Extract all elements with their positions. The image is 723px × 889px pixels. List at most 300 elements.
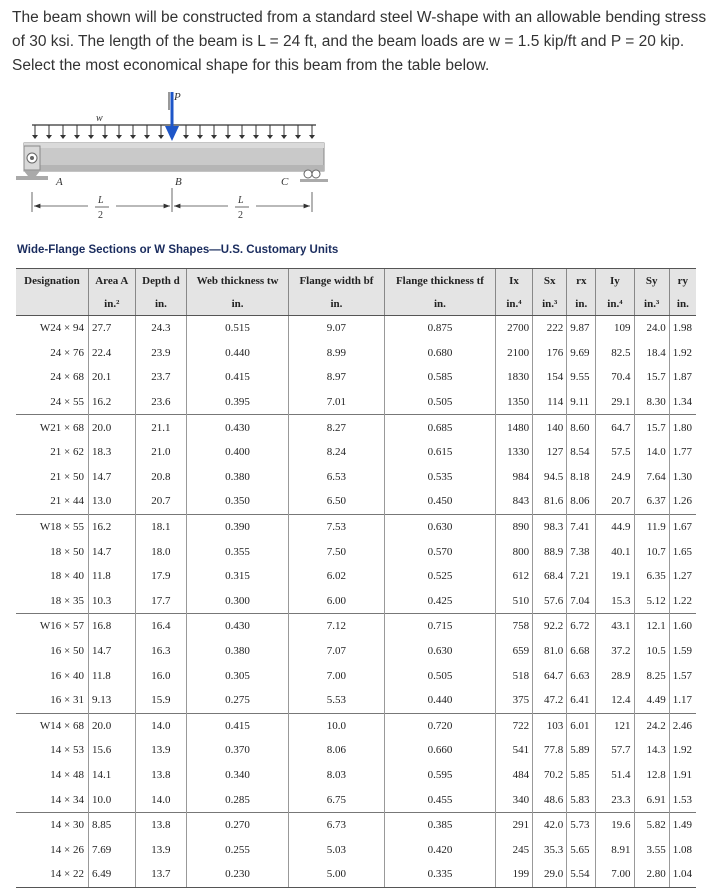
value-cell: 12.1 — [634, 614, 669, 639]
value-cell: 14.0 — [135, 787, 187, 812]
dim-L-left: L — [98, 195, 104, 206]
value-cell: 13.9 — [135, 738, 187, 763]
units-row — [16, 293, 696, 316]
dimension-lines — [32, 188, 312, 212]
value-cell: 28.9 — [596, 663, 634, 688]
value-cell: 7.69 — [88, 837, 135, 862]
value-cell: 0.305 — [187, 663, 288, 688]
value-cell: 21.1 — [135, 415, 187, 440]
value-cell: 16.2 — [88, 390, 135, 415]
value-cell: 16.4 — [135, 614, 187, 639]
unit-header: in.² — [88, 293, 135, 316]
value-cell: 7.41 — [567, 514, 596, 539]
value-cell: 0.515 — [187, 316, 288, 341]
value-cell: 7.50 — [288, 539, 384, 564]
value-cell: 8.24 — [288, 440, 384, 465]
table-row — [16, 341, 696, 366]
value-cell: 24.0 — [634, 316, 669, 341]
label-B: B — [175, 176, 182, 188]
value-cell: 29.0 — [533, 862, 567, 887]
value-cell: 5.82 — [634, 812, 669, 837]
value-cell: 47.2 — [533, 688, 567, 713]
designation-cell: 18 × 40 — [50, 570, 84, 583]
value-cell: 19.6 — [596, 812, 634, 837]
value-cell: 35.3 — [533, 837, 567, 862]
value-cell: 40.1 — [596, 539, 634, 564]
value-cell: 8.06 — [288, 738, 384, 763]
value-cell: 1.92 — [669, 341, 696, 366]
designation-cell: 24 × 76 — [50, 346, 84, 359]
value-cell: 1.67 — [669, 514, 696, 539]
value-cell: 140 — [533, 415, 567, 440]
designation-cell: W24 × 94 — [39, 322, 84, 335]
value-cell: 612 — [495, 564, 532, 589]
value-cell: 0.335 — [385, 862, 496, 887]
table-row — [16, 614, 696, 639]
value-cell: 9.07 — [288, 316, 384, 341]
value-cell: 245 — [495, 837, 532, 862]
value-cell: 8.99 — [288, 341, 384, 366]
value-cell: 0.630 — [385, 639, 496, 664]
value-cell: 6.41 — [567, 688, 596, 713]
value-cell: 0.680 — [385, 341, 496, 366]
value-cell: 1.80 — [669, 415, 696, 440]
table-row — [16, 390, 696, 415]
value-cell: 8.30 — [634, 390, 669, 415]
value-cell: 121 — [596, 713, 634, 738]
value-cell: 21.0 — [135, 440, 187, 465]
table-row — [16, 365, 696, 390]
value-cell: 24.3 — [135, 316, 187, 341]
value-cell: 0.355 — [187, 539, 288, 564]
label-C: C — [281, 176, 289, 188]
roller-support-C — [300, 170, 328, 182]
designation-cell: 21 × 62 — [50, 446, 84, 459]
table-row — [16, 663, 696, 688]
value-cell: 16.8 — [88, 614, 135, 639]
table-row — [16, 440, 696, 465]
value-cell: 0.390 — [187, 514, 288, 539]
value-cell: 51.4 — [596, 763, 634, 788]
value-cell: 0.720 — [385, 713, 496, 738]
value-cell: 1.91 — [669, 763, 696, 788]
table-row — [16, 564, 696, 589]
unit-header: in. — [567, 293, 596, 316]
designation-cell: 18 × 50 — [50, 545, 84, 558]
designation-cell: W14 × 68 — [16, 713, 88, 738]
value-cell: 6.72 — [567, 614, 596, 639]
value-cell: 800 — [495, 539, 532, 564]
value-cell: 0.660 — [385, 738, 496, 763]
value-cell: 5.83 — [567, 787, 596, 812]
value-cell: 23.9 — [135, 341, 187, 366]
value-cell: 15.7 — [634, 415, 669, 440]
value-cell: 18.3 — [88, 440, 135, 465]
value-cell: 0.875 — [385, 316, 496, 341]
value-cell: 0.270 — [187, 812, 288, 837]
value-cell: 0.585 — [385, 365, 496, 390]
value-cell: 8.03 — [288, 763, 384, 788]
value-cell: 5.73 — [567, 812, 596, 837]
value-cell: 20.7 — [135, 489, 187, 514]
value-cell: 27.7 — [88, 316, 135, 341]
value-cell: 340 — [495, 787, 532, 812]
value-cell: 1.77 — [669, 440, 696, 465]
value-cell: 18.1 — [135, 514, 187, 539]
value-cell: 7.00 — [288, 663, 384, 688]
value-cell: 10.7 — [634, 539, 669, 564]
value-cell: 12.4 — [596, 688, 634, 713]
value-cell: 2700 — [495, 316, 532, 341]
value-cell: 5.00 — [288, 862, 384, 887]
label-P: P — [174, 91, 181, 103]
value-cell: 23.3 — [596, 787, 634, 812]
value-cell: 0.340 — [187, 763, 288, 788]
value-cell: 17.7 — [135, 589, 187, 614]
value-cell: 11.8 — [88, 564, 135, 589]
table-row — [16, 514, 696, 539]
value-cell: 6.01 — [567, 713, 596, 738]
value-cell: 0.570 — [385, 539, 496, 564]
value-cell: 0.370 — [187, 738, 288, 763]
value-cell: 0.275 — [187, 688, 288, 713]
column-header: Area A — [88, 269, 135, 294]
table-row — [16, 539, 696, 564]
table-row — [16, 465, 696, 490]
value-cell: 43.1 — [596, 614, 634, 639]
value-cell: 0.505 — [385, 663, 496, 688]
value-cell: 1330 — [495, 440, 532, 465]
value-cell: 2.80 — [634, 862, 669, 887]
designation-cell: 16 × 31 — [50, 694, 84, 707]
value-cell: 8.91 — [596, 837, 634, 862]
value-cell: 10.0 — [88, 787, 135, 812]
column-header: ry — [669, 269, 696, 294]
value-cell: 5.54 — [567, 862, 596, 887]
unit-header: in. — [135, 293, 187, 316]
table-row — [16, 738, 696, 763]
column-header: Sy — [634, 269, 669, 294]
value-cell: 1350 — [495, 390, 532, 415]
value-cell: 2100 — [495, 341, 532, 366]
value-cell: 1.65 — [669, 539, 696, 564]
designation-cell: 14 × 30 — [16, 812, 88, 837]
table-row — [16, 812, 696, 837]
designation-cell: 21 × 44 — [50, 495, 84, 508]
designation-cell: W21 × 68 — [16, 415, 88, 440]
value-cell: 14.7 — [88, 639, 135, 664]
value-cell: 6.73 — [288, 812, 384, 837]
table-caption: Wide-Flange Sections or W Shapes—U.S. Customary Units — [17, 244, 339, 256]
value-cell: 510 — [495, 589, 532, 614]
table-row — [16, 763, 696, 788]
value-cell: 0.425 — [385, 589, 496, 614]
value-cell: 12.8 — [634, 763, 669, 788]
value-cell: 0.525 — [385, 564, 496, 589]
value-cell: 6.00 — [288, 589, 384, 614]
value-cell: 11.8 — [88, 663, 135, 688]
value-cell: 0.315 — [187, 564, 288, 589]
value-cell: 6.53 — [288, 465, 384, 490]
value-cell: 5.53 — [288, 688, 384, 713]
value-cell: 984 — [495, 465, 532, 490]
value-cell: 7.53 — [288, 514, 384, 539]
value-cell: 9.87 — [567, 316, 596, 341]
value-cell: 7.00 — [596, 862, 634, 887]
value-cell: 13.8 — [135, 763, 187, 788]
value-cell: 1.49 — [669, 812, 696, 837]
value-cell: 0.535 — [385, 465, 496, 490]
value-cell: 10.0 — [288, 713, 384, 738]
value-cell: 0.440 — [385, 688, 496, 713]
designation-cell: 16 × 50 — [50, 645, 84, 658]
value-cell: 0.450 — [385, 489, 496, 514]
value-cell: 291 — [495, 812, 532, 837]
value-cell: 127 — [533, 440, 567, 465]
value-cell: 0.380 — [187, 639, 288, 664]
value-cell: 19.1 — [596, 564, 634, 589]
value-cell: 57.6 — [533, 589, 567, 614]
value-cell: 0.420 — [385, 837, 496, 862]
value-cell: 0.350 — [187, 489, 288, 514]
value-cell: 0.430 — [187, 415, 288, 440]
table-row — [16, 589, 696, 614]
value-cell: 199 — [495, 862, 532, 887]
value-cell: 8.06 — [567, 489, 596, 514]
label-A: A — [56, 176, 63, 188]
value-cell: 2.46 — [669, 713, 696, 738]
value-cell: 7.04 — [567, 589, 596, 614]
value-cell: 13.7 — [135, 862, 187, 887]
value-cell: 0.685 — [385, 415, 496, 440]
value-cell: 6.35 — [634, 564, 669, 589]
value-cell: 1.53 — [669, 787, 696, 812]
unit-header: in.³ — [533, 293, 567, 316]
value-cell: 15.9 — [135, 688, 187, 713]
column-header: Designation — [16, 269, 88, 294]
value-cell: 5.85 — [567, 763, 596, 788]
value-cell: 518 — [495, 663, 532, 688]
value-cell: 1.60 — [669, 614, 696, 639]
value-cell: 16.2 — [88, 514, 135, 539]
value-cell: 18.0 — [135, 539, 187, 564]
table-row — [16, 415, 696, 440]
value-cell: 1.08 — [669, 837, 696, 862]
value-cell: 82.5 — [596, 341, 634, 366]
unit-header: in. — [288, 293, 384, 316]
value-cell: 92.2 — [533, 614, 567, 639]
value-cell: 3.55 — [634, 837, 669, 862]
value-cell: 57.7 — [596, 738, 634, 763]
value-cell: 843 — [495, 489, 532, 514]
table-row — [16, 713, 696, 738]
value-cell: 1.57 — [669, 663, 696, 688]
value-cell: 17.9 — [135, 564, 187, 589]
column-header: Iy — [596, 269, 634, 294]
value-cell: 10.5 — [634, 639, 669, 664]
value-cell: 15.3 — [596, 589, 634, 614]
value-cell: 1480 — [495, 415, 532, 440]
value-cell: 13.8 — [135, 812, 187, 837]
value-cell: 6.75 — [288, 787, 384, 812]
unit-header: in.³ — [634, 293, 669, 316]
value-cell: 1830 — [495, 365, 532, 390]
value-cell: 1.87 — [669, 365, 696, 390]
value-cell: 24.9 — [596, 465, 634, 490]
value-cell: 0.415 — [187, 713, 288, 738]
value-cell: 0.300 — [187, 589, 288, 614]
value-cell: 14.1 — [88, 763, 135, 788]
designation-cell: 14 × 26 — [50, 843, 84, 856]
value-cell: 81.6 — [533, 489, 567, 514]
value-cell: 81.0 — [533, 639, 567, 664]
value-cell: 5.89 — [567, 738, 596, 763]
value-cell: 7.07 — [288, 639, 384, 664]
dim-L-right: L — [238, 195, 244, 206]
value-cell: 0.630 — [385, 514, 496, 539]
value-cell: 176 — [533, 341, 567, 366]
value-cell: 11.9 — [634, 514, 669, 539]
value-cell: 0.395 — [187, 390, 288, 415]
value-cell: 7.64 — [634, 465, 669, 490]
value-cell: 24.2 — [634, 713, 669, 738]
problem-statement: The beam shown will be constructed from a standard steel W-shape with an allowable bending stress of 30 ksi. The length of the beam is L = 24 ft, and the beam loads are w = 1.5 kip/ft and P = 20 kip. Select the most economical shape for this beam from the table below. — [12, 9, 707, 74]
value-cell: 94.5 — [533, 465, 567, 490]
designation-cell: 14 × 53 — [50, 744, 84, 757]
value-cell: 22.4 — [88, 341, 135, 366]
value-cell: 16.0 — [135, 663, 187, 688]
value-cell: 9.11 — [567, 390, 596, 415]
value-cell: 0.415 — [187, 365, 288, 390]
value-cell: 98.3 — [533, 514, 567, 539]
dim-2-right: 2 — [238, 210, 243, 221]
unit-header: in.⁴ — [596, 293, 634, 316]
value-cell: 8.97 — [288, 365, 384, 390]
value-cell: 20.0 — [88, 415, 135, 440]
value-cell: 13.0 — [88, 489, 135, 514]
value-cell: 77.8 — [533, 738, 567, 763]
value-cell: 10.3 — [88, 589, 135, 614]
value-cell: 1.98 — [669, 316, 696, 341]
value-cell: 7.12 — [288, 614, 384, 639]
value-cell: 154 — [533, 365, 567, 390]
column-header: rx — [567, 269, 596, 294]
value-cell: 70.2 — [533, 763, 567, 788]
value-cell: 20.1 — [88, 365, 135, 390]
designation-cell: W16 × 57 — [16, 614, 88, 639]
value-cell: 0.400 — [187, 440, 288, 465]
value-cell: 7.01 — [288, 390, 384, 415]
value-cell: 13.9 — [135, 837, 187, 862]
value-cell: 0.230 — [187, 862, 288, 887]
value-cell: 1.34 — [669, 390, 696, 415]
value-cell: 8.27 — [288, 415, 384, 440]
unit-header: in.⁴ — [495, 293, 532, 316]
value-cell: 0.715 — [385, 614, 496, 639]
value-cell: 42.0 — [533, 812, 567, 837]
table-row — [16, 639, 696, 664]
value-cell: 68.4 — [533, 564, 567, 589]
designation-cell: 14 × 34 — [50, 793, 84, 806]
value-cell: 890 — [495, 514, 532, 539]
column-header: Flange thickness tf — [385, 269, 496, 294]
value-cell: 20.7 — [596, 489, 634, 514]
value-cell: 6.02 — [288, 564, 384, 589]
value-cell: 44.9 — [596, 514, 634, 539]
value-cell: 29.1 — [596, 390, 634, 415]
value-cell: 5.03 — [288, 837, 384, 862]
value-cell: 6.91 — [634, 787, 669, 812]
label-w: w — [96, 113, 103, 124]
designation-cell: 21 × 50 — [50, 470, 84, 483]
value-cell: 758 — [495, 614, 532, 639]
value-cell: 16.3 — [135, 639, 187, 664]
designation-cell: 24 × 55 — [50, 396, 84, 409]
column-header: Web thickness tw — [187, 269, 288, 294]
designation-cell: 16 × 40 — [50, 669, 84, 682]
value-cell: 9.13 — [88, 688, 135, 713]
value-cell: 0.615 — [385, 440, 496, 465]
value-cell: 6.49 — [88, 862, 135, 887]
value-cell: 18.4 — [634, 341, 669, 366]
value-cell: 8.85 — [88, 812, 135, 837]
value-cell: 375 — [495, 688, 532, 713]
value-cell: 7.38 — [567, 539, 596, 564]
value-cell: 0.380 — [187, 465, 288, 490]
value-cell: 109 — [596, 316, 634, 341]
value-cell: 88.9 — [533, 539, 567, 564]
value-cell: 9.69 — [567, 341, 596, 366]
designation-cell: 14 × 22 — [16, 862, 88, 887]
beam-diagram — [10, 88, 340, 228]
column-header: Depth d — [135, 269, 187, 294]
unit-header: in. — [385, 293, 496, 316]
value-cell: 64.7 — [533, 663, 567, 688]
value-cell: 15.6 — [88, 738, 135, 763]
value-cell: 8.25 — [634, 663, 669, 688]
value-cell: 0.505 — [385, 390, 496, 415]
value-cell: 0.385 — [385, 812, 496, 837]
value-cell: 541 — [495, 738, 532, 763]
value-cell: 20.0 — [88, 713, 135, 738]
value-cell: 1.59 — [669, 639, 696, 664]
value-cell: 1.92 — [669, 738, 696, 763]
value-cell: 15.7 — [634, 365, 669, 390]
value-cell: 659 — [495, 639, 532, 664]
value-cell: 0.595 — [385, 763, 496, 788]
value-cell: 70.4 — [596, 365, 634, 390]
value-cell: 103 — [533, 713, 567, 738]
unit-header: in. — [187, 293, 288, 316]
value-cell: 5.12 — [634, 589, 669, 614]
column-header: Sx — [533, 269, 567, 294]
value-cell: 1.17 — [669, 688, 696, 713]
value-cell: 0.285 — [187, 787, 288, 812]
value-cell: 114 — [533, 390, 567, 415]
designation-cell: 18 × 35 — [50, 594, 84, 607]
value-cell: 14.0 — [135, 713, 187, 738]
value-cell: 5.65 — [567, 837, 596, 862]
w-shapes-table — [16, 268, 696, 888]
value-cell: 7.21 — [567, 564, 596, 589]
value-cell: 4.49 — [634, 688, 669, 713]
dim-2-left: 2 — [98, 210, 103, 221]
value-cell: 8.18 — [567, 465, 596, 490]
value-cell: 14.7 — [88, 465, 135, 490]
table-body — [16, 316, 696, 888]
value-cell: 14.0 — [634, 440, 669, 465]
value-cell: 6.50 — [288, 489, 384, 514]
